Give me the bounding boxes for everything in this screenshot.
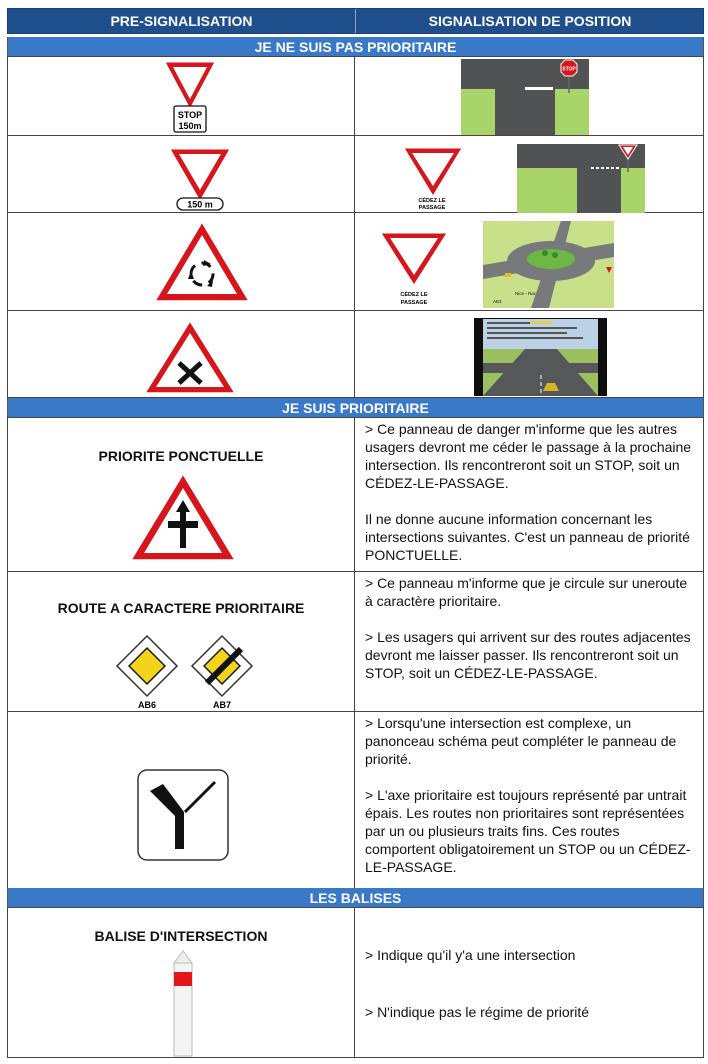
cell-position: [355, 311, 703, 398]
description-p1: > Indique qu'il y'a une intersection: [365, 947, 576, 963]
header-pre-signalisation: PRE-SIGNALISATION: [8, 9, 356, 33]
cedez-plate-line2: PASSAGE: [418, 205, 446, 211]
cell-pre: [8, 57, 355, 136]
ab7-label: AB7: [212, 700, 232, 710]
section-beacons: LES BALISES: [7, 888, 704, 907]
distance-plate: 150 m: [187, 199, 213, 210]
table-row: [7, 712, 704, 890]
scene-label-ab3: AB3: [493, 299, 502, 304]
description-p1: > Ce panneau de danger m'informe que les autres usagers devront me céder le passage à la prochaine intersection. Ils rencontreront soit un STOP, soit un CÉDEZ-LE-PASSAGE.: [365, 421, 692, 491]
row-title: PRIORITE PONCTUELLE: [98, 448, 264, 464]
cell-position: [355, 908, 703, 1058]
game-crossroads-scene: [355, 311, 703, 398]
cell-pre: [8, 572, 355, 712]
cell-pre: [8, 213, 355, 311]
row-title: ROUTE A CARACTERE PRIORITAIRE: [57, 600, 305, 616]
description-p2: > L'axe prioritaire est toujours représenté par untrait épais. Les routes non prioritaires sont représentées par un ou plusieurs traits fins. Ces routes comportent obligatoirement un STOP ou un CÉDEZ-LE-PASSAGE.: [365, 787, 691, 875]
description-p1: > Ce panneau m'informe que je circule sur uneroute à caractère prioritaire.: [365, 575, 688, 609]
table-row: [7, 311, 704, 398]
table-row: [7, 213, 704, 311]
yield-150m-sign: [8, 136, 355, 213]
cell-position: [355, 136, 703, 213]
roundabout-yield-scene: [355, 213, 703, 311]
stop-intersection-scene: [355, 57, 703, 136]
yield-intersection-scene: [355, 136, 703, 213]
cell-position: [355, 213, 703, 311]
description-p1: > Lorsqu'une intersection est complexe, un panonceau schéma peut compléter le panneau de priorité.: [365, 715, 677, 767]
table-row: [7, 136, 704, 213]
table-row: [7, 572, 704, 712]
cedez-plate-line2: PASSAGE: [400, 300, 428, 306]
stop-plate-line1: STOP: [177, 110, 203, 120]
cell-position: [355, 418, 703, 572]
cell-position: [355, 572, 703, 712]
table-row: [7, 907, 704, 1058]
row-description: [355, 572, 703, 682]
ab6-label: AB6: [137, 700, 157, 710]
priority-intersection-sign: [8, 418, 355, 572]
cell-position: [355, 57, 703, 136]
scene-label-road: Nice - Rac: [515, 291, 537, 296]
schema-plate-sign: [8, 712, 355, 890]
cell-pre: [8, 908, 355, 1058]
header-signalisation-position: SIGNALISATION DE POSITION: [428, 13, 632, 29]
description-p2: > N'indique pas le régime de priorité: [365, 1004, 590, 1020]
row-title: BALISE D'INTERSECTION: [94, 928, 268, 944]
intersection-beacon: [8, 908, 355, 1058]
description-p2: Il ne donne aucune information concernant les intersections suivantes. C'est un panneau de priorité PONCTUELLE.: [365, 511, 690, 563]
stop-sign-word: STOP: [562, 66, 576, 73]
section-priority: JE SUIS PRIORITAIRE: [7, 398, 704, 417]
ab6-sign: [117, 636, 177, 710]
yield-stop-150m-sign: [8, 57, 355, 136]
row-description: [355, 418, 703, 564]
cell-position: [355, 712, 703, 890]
cell-pre: [8, 311, 355, 398]
table-row: [7, 56, 704, 136]
table-row: [7, 417, 704, 572]
priority-road-signs: [8, 572, 355, 712]
stop-plate-line2: 150m: [178, 121, 202, 131]
table-header: [7, 8, 704, 34]
section-not-priority: JE NE SUIS PAS PRIORITAIRE: [7, 37, 704, 56]
ab7-sign: [192, 636, 252, 710]
crossroads-warning-sign: [8, 311, 355, 398]
row-description: [355, 712, 703, 876]
cedez-plate-line1: CÉDEZ LE: [418, 198, 446, 204]
cedez-plate-line1: CÉDEZ LE: [400, 292, 428, 298]
cell-pre: [8, 712, 355, 890]
cell-pre: [8, 418, 355, 572]
description-p2: > Les usagers qui arrivent sur des routes adjacentes devront me laisser passer. Ils rencontreront soit un STOP, soit un CÉDEZ-LE-PASSAGE.: [365, 629, 691, 681]
cell-pre: [8, 136, 355, 213]
roundabout-warning-sign: [8, 213, 355, 311]
